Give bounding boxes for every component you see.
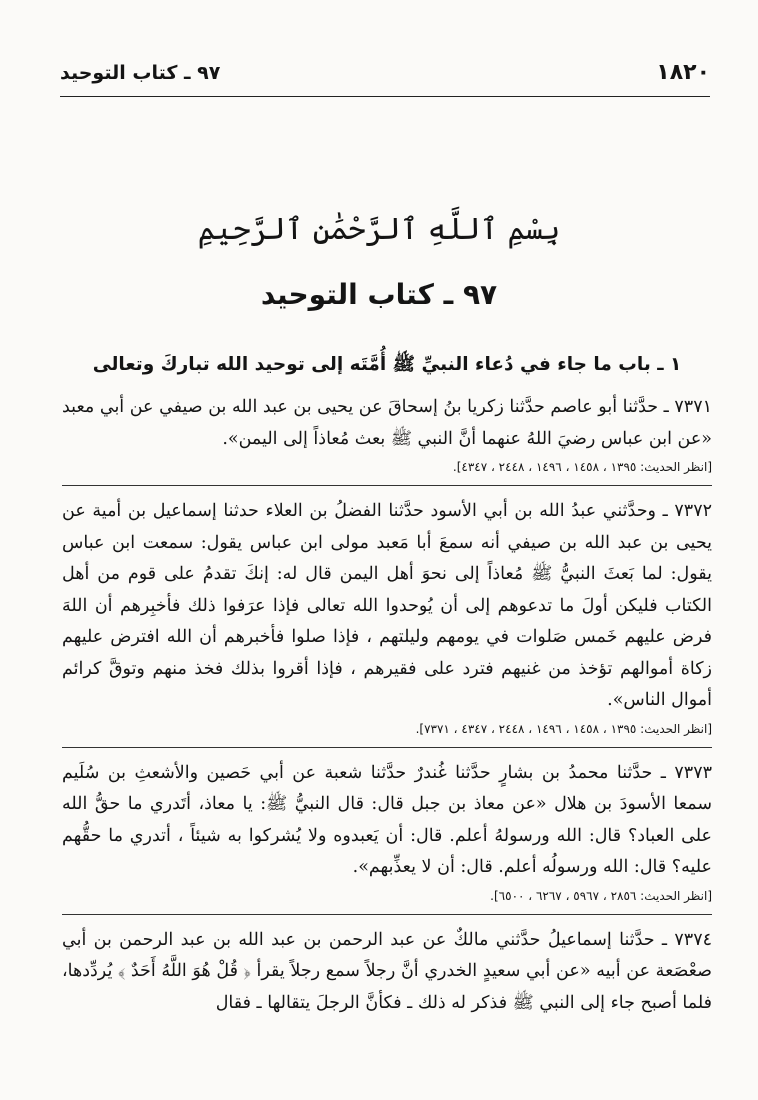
- book-title: ٩٧ ـ كتاب التوحيد: [260, 278, 498, 311]
- page-number: ١٨٢٠: [656, 60, 710, 85]
- hadith-text: ٧٣٧١ ـ حدَّثنا أبو عاصم حدَّثنا زكريا بنُ إسحاقَ عن يحيى بن عبد الله بن صيفي عن أبي معبد «عن ابن عباس رضيَ اللهُ عنهما أنَّ النبي ﷺ بعث مُعاذاً إلى اليمن».: [62, 397, 712, 449]
- separator: [62, 747, 712, 748]
- header-rule: [60, 96, 710, 97]
- chapter-heading: ١ ـ باب ما جاء في دُعاء النبيِّ ﷺ أُمَّتَه إلى توحيد الله تباركَ وتعالى: [92, 354, 682, 375]
- hadith-7372: [62, 496, 712, 739]
- page-body: [62, 350, 712, 1019]
- running-title: ٩٧ ـ كتاب التوحيد: [60, 62, 221, 84]
- hadith-7373: [62, 758, 712, 906]
- separator: [62, 914, 712, 915]
- hadith-cross-reference: [انظر الحديث: ١٣٩٥ ، ١٤٥٨ ، ١٤٩٦ ، ٢٤٤٨ ، ٤٣٤٧].: [452, 460, 712, 474]
- hadith-cross-reference: [انظر الحديث: ٢٨٥٦ ، ٥٩٦٧ ، ٦٢٦٧ ، ٦٥٠٠].: [490, 888, 712, 903]
- hadith-text: ٧٣٧٢ ـ وحدَّثني عبدُ الله بن أبي الأسود حدَّثنا الفضلُ بن العلاء حدثنا إسماعيل بن أمية عن يحيى بن عبد الله بن صيفي أنه سمعَ أبا مَعبد مولى ابن عباس يقول: سمعت ابن عباس يقول: لما بَعثَ النبيُّ ﷺ مُعاذاً إلى نحوَ أهل اليمن قال له: إنكَ تقدمُ على قوم من أهل الكتاب فليكن أولَ ما تدعوهم إلى أن يُوحدوا الله تعالى فإذا عرَفوا ذلك فأخبِرهم أن اللهَ فرض عليهم خَمس صَلوات في يومهم وليلتهم ، فإذا صلوا فأخبرهم أن الله افترض عليهم زكاة أموالهم تؤخذ من غنيهم فترد على فقيرهم ، فإذا أقروا بذلك فخذ منهم وتوقَّ كرائم أموال الناس».: [62, 501, 712, 710]
- hadith-cross-reference: [انظر الحديث: ١٣٩٥ ، ١٤٥٨ ، ١٤٩٦ ، ٢٤٤٨ ، ٤٣٤٧ ، ٧٣٧١].: [415, 721, 712, 736]
- hadith-text: ٧٣٧٤ ـ حدَّثنا إسماعيلُ حدَّثني مالكٌ عن عبد الرحمن بن عبد الله بن عبد الرحمن بن أبي صعْصَعة عن أبيه «عن أبي سعيدٍ الخدري أنَّ رجلاً سمع رجلاً يقرأ ﴿ قُلْ هُوَ اللَّهُ أَحَدٌ ﴾ يُردِّدها، فلما أصبح جاء إلى النبي ﷺ فذكر له ذلك ـ فكأنَّ الرجلَ يتقالها ـ فقال: [62, 929, 712, 1013]
- separator: [62, 485, 712, 486]
- hadith-7371: [62, 392, 712, 477]
- page-header: [60, 60, 710, 94]
- basmala: بِسْمِ ٱللَّهِ ٱلرَّحْمَٰنِ ٱلرَّحِيمِ: [197, 212, 561, 247]
- hadith-text: ٧٣٧٣ ـ حدَّثنا محمدُ بن بشارٍ حدَّثنا غُندرٌ حدَّثنا شعبة عن أبي حَصين والأشعثِ بن سُلَيم سمعا الأسودَ بن هلال «عن معاذ بن جبل قال: قال النبيُّ ﷺ: يا معاذ، أتَدري ما حقُّ الله على العباد؟ قال: الله ورسولهُ أعلم. قال: أن يَعبدوه ولا يُشركوا به شيئاً ، أتدري ما حقُّهم عليه؟ قال: الله ورسولُه أعلم. قال: أن لا يعذِّبهم».: [62, 762, 712, 877]
- hadith-7374: [62, 925, 712, 1020]
